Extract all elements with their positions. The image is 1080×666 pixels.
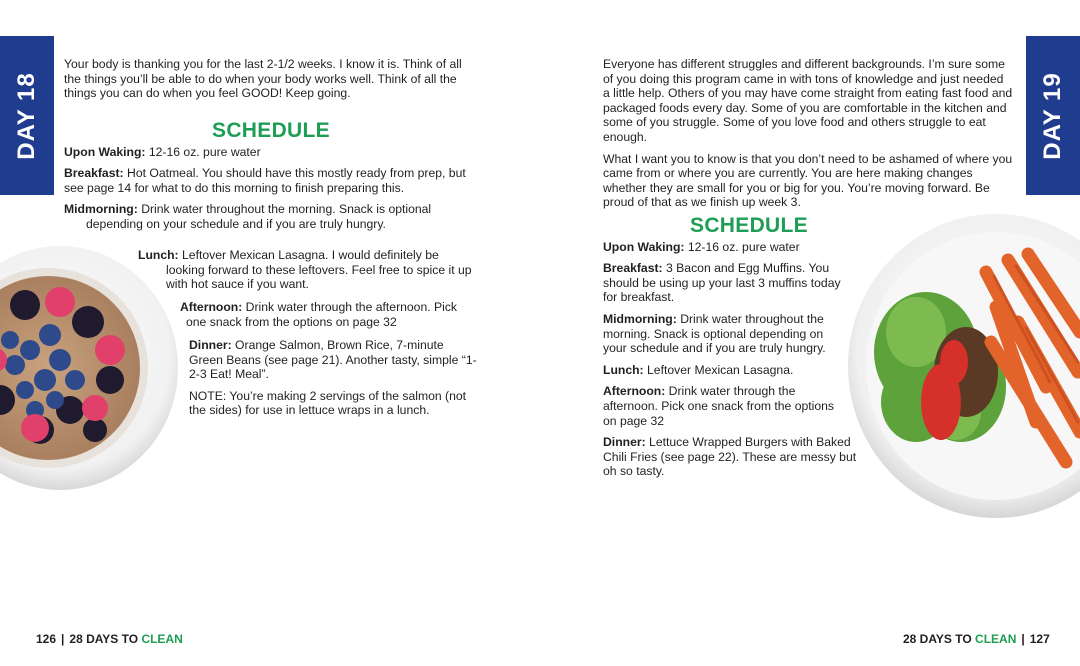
- left-item-breakfast: Breakfast: Hot Oatmeal. You should have this mostly ready from prep, but see page 14 for what to do this morning to finish preparing this.: [64, 166, 466, 195]
- left-item-afternoon: Afternoon: Drink water through the afternoon. Pick one snack from the options on page 32: [180, 300, 458, 329]
- right-item-dinner: Dinner: Lettuce Wrapped Burgers with Baked Chili Fries (see page 22). These are messy but oh so tasty.: [603, 435, 857, 479]
- right-page: [540, 0, 1080, 666]
- left-item-afternoon-block: [180, 300, 470, 336]
- left-item-midmorning: Midmorning: Drink water throughout the morning. Snack is optional depending on your schedule and if you are truly hungry.: [64, 202, 432, 231]
- right-footer-accent: CLEAN: [975, 632, 1017, 646]
- right-item-midmorning: Midmorning: Drink water throughout the morning. Snack is optional depending on your schedule and if you are truly hungry.: [603, 311, 826, 356]
- left-intro-block: [64, 57, 472, 108]
- left-schedule-heading: SCHEDULE: [212, 119, 330, 142]
- right-schedule: [603, 214, 857, 486]
- left-item-dinner: Dinner: Orange Salmon, Brown Rice, 7-minute Green Beans (see page 21). Another tasty, simple “1-2-3 Eat! Meal”.: [189, 338, 477, 382]
- day-19-tab: [1026, 36, 1080, 195]
- right-item-lunch: Lunch: Leftover Mexican Lasagna.: [603, 362, 794, 377]
- lettuce-burger-fries-image: [846, 212, 1080, 522]
- day-19-label: DAY 19: [1039, 71, 1066, 160]
- right-footer-title: 28 DAYS TO: [903, 632, 972, 646]
- right-item-breakfast: Breakfast: 3 Bacon and Egg Muffins. You should be using up your last 3 muffins today for breakfast.: [603, 261, 841, 305]
- right-item-afternoon: Afternoon: Drink water through the afternoon. Pick one snack from the options on page 32: [603, 384, 835, 428]
- right-page-number: 127: [1029, 632, 1050, 646]
- day-18-label: DAY 18: [13, 71, 40, 160]
- right-schedule-heading: SCHEDULE: [690, 214, 808, 237]
- left-item-dinner-block: [189, 338, 479, 425]
- day-18-tab: [0, 36, 54, 195]
- left-page-number: 126: [36, 632, 57, 646]
- right-intro-1: Everyone has different struggles and different backgrounds. I’m sure some of you doing this program came in with tons of knowledge and just needed a little help. Others of you may have come straight from eating fast food and packaged foods every day. Some of you are comfortable in the kitchen and some of you struggle. Some of you love food and others struggle to eat enough.: [603, 57, 1013, 144]
- right-intro-2: What I want you to know is that you don’t need to be ashamed of where you came from or where you are currently. You are here making changes whether they are small for you or big for you. You’re moving forward. Be proud of that as we finish up week 3.: [603, 151, 1013, 210]
- oatmeal-berries-image: [0, 240, 190, 500]
- left-footer: 126 | 28 DAYS TO CLEAN: [36, 632, 183, 646]
- left-item-waking: Upon Waking: 12-16 oz. pure water: [64, 144, 261, 159]
- right-item-waking: Upon Waking: 12-16 oz. pure water: [603, 239, 800, 254]
- left-footer-title: 28 DAYS TO: [69, 632, 139, 646]
- left-note: NOTE: You’re making 2 servings of the salmon (not the sides) for use in lettuce wraps in a lunch.: [189, 388, 467, 418]
- left-schedule: [64, 112, 478, 239]
- right-footer: 28 DAYS TO CLEAN | 127: [903, 632, 1050, 646]
- left-footer-accent: CLEAN: [141, 632, 183, 646]
- left-intro: Your body is thanking you for the last 2-1/2 weeks. I know it is. Think of all the things you’ll be able to do when your body works well. Think of all the things you can do when you feel GOOD! Keep going.: [64, 57, 462, 101]
- right-intro-block: [603, 57, 1013, 217]
- left-item-lunch: Lunch: Leftover Mexican Lasagna. I would definitely be looking forward to these leftovers. Feel free to spice it up with hot sauce if you want.: [138, 248, 472, 292]
